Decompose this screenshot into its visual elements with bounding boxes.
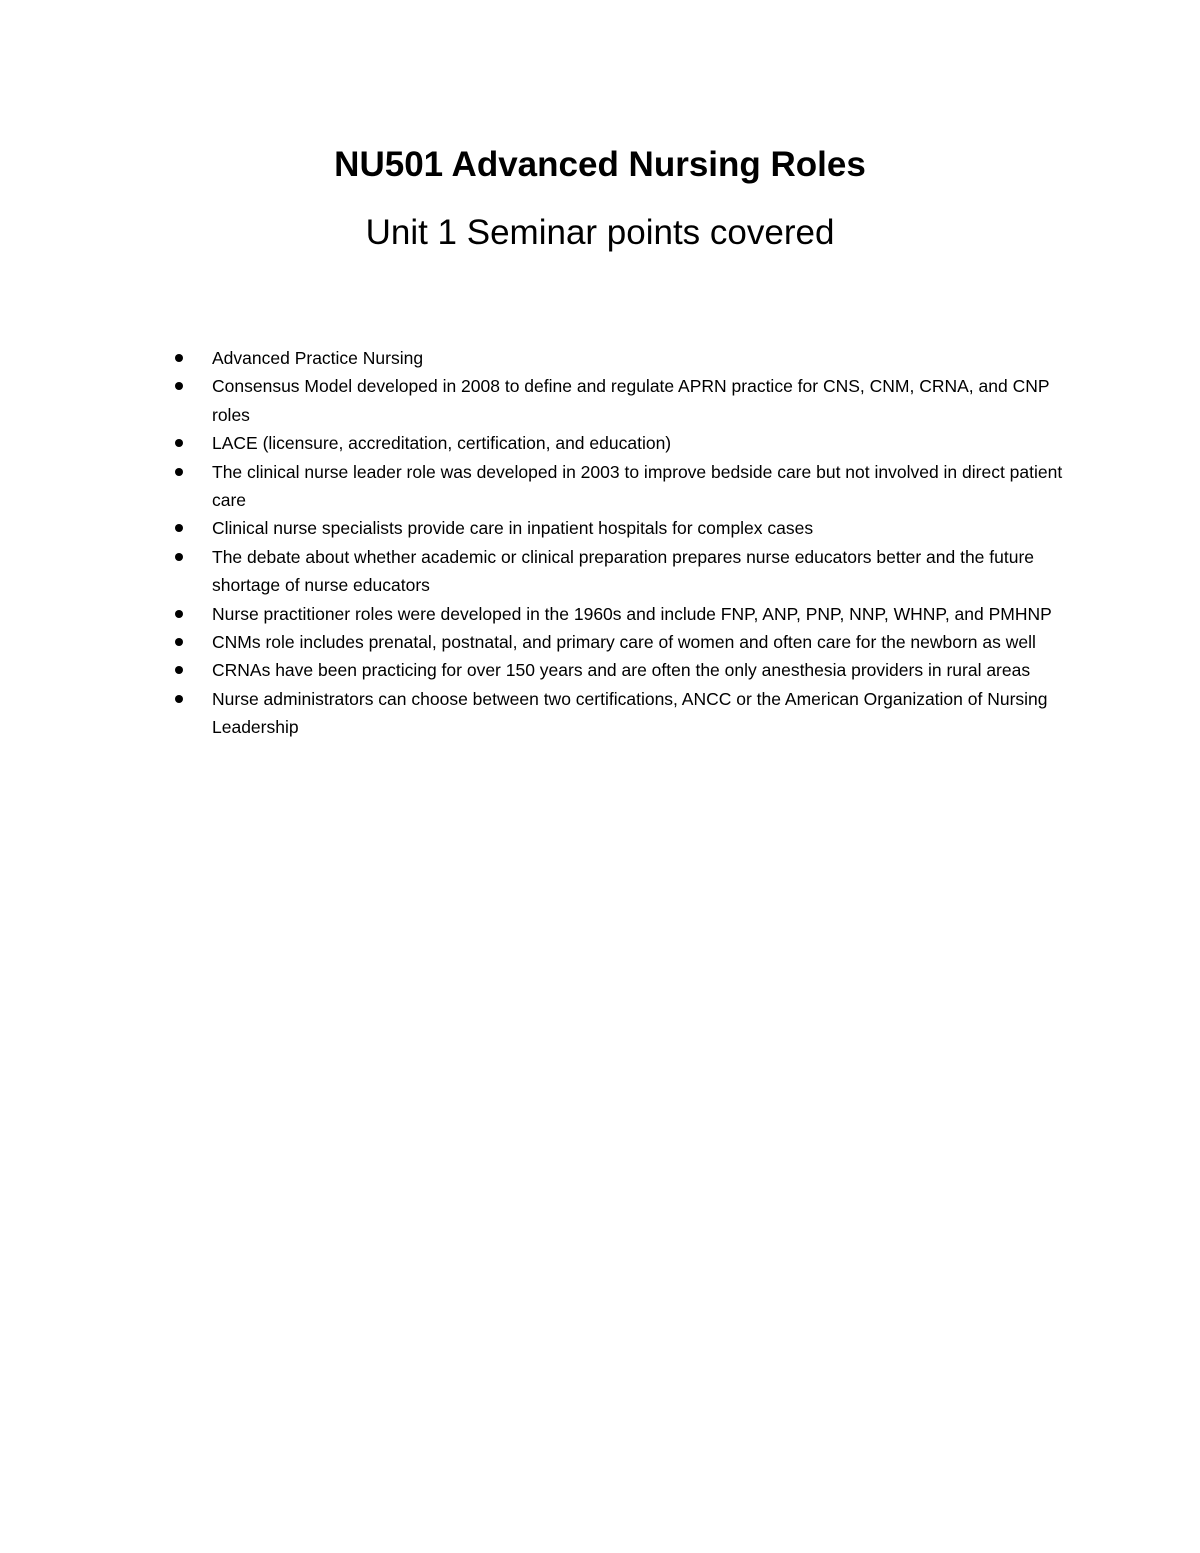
bullet-icon — [175, 638, 183, 646]
list-item — [212, 628, 1072, 656]
list-item-text: CNMs role includes prenatal, postnatal, and primary care of women and often care for the newborn as well — [212, 632, 1036, 653]
bullet-icon — [175, 666, 183, 674]
bullet-icon — [175, 553, 183, 561]
list-item — [212, 429, 1072, 457]
list-item-text: The clinical nurse leader role was developed in 2003 to improve bedside care but not involved in direct patient care — [212, 461, 1063, 511]
list-item — [212, 543, 1072, 600]
list-item-text: Nurse administrators can choose between two certifications, ANCC or the American Organization of Nursing Leadership — [212, 688, 1048, 738]
list-item — [212, 514, 1072, 542]
bullet-icon — [175, 610, 183, 618]
list-item-text: Consensus Model developed in 2008 to define and regulate APRN practice for CNS, CNM, CRNA, and CNP roles — [212, 376, 1050, 425]
list-item-text: Nurse practitioner roles were developed in the 1960s and include FNP, ANP, PNP, NNP, WHNP, and PMHNP — [212, 603, 1052, 624]
bullet-icon — [175, 695, 183, 703]
bullet-list — [212, 344, 1072, 742]
bullet-icon — [175, 354, 183, 362]
bullet-icon — [175, 382, 183, 390]
list-item — [212, 600, 1072, 628]
list-item-text: The debate about whether academic or clinical preparation prepares nurse educators better and the future shortage of nurse educators — [212, 546, 1035, 596]
list-item-text: CRNAs have been practicing for over 150 years and are often the only anesthesia providers in rural areas — [212, 660, 1031, 681]
list-item — [212, 344, 1072, 372]
list-item-text: Clinical nurse specialists provide care in inpatient hospitals for complex cases — [212, 518, 814, 539]
list-item — [212, 685, 1072, 742]
bullet-icon — [175, 439, 183, 447]
list-item-text: Advanced Practice Nursing — [212, 348, 424, 368]
bullet-icon — [175, 524, 183, 532]
list-item — [212, 656, 1072, 684]
list-item — [212, 458, 1072, 515]
list-item-text: LACE (licensure, accreditation, certification, and education) — [212, 433, 672, 454]
bullet-icon — [175, 468, 183, 476]
page-title: NU501 Advanced Nursing Roles — [334, 145, 866, 184]
page-subtitle: Unit 1 Seminar points covered — [365, 213, 835, 252]
list-item — [212, 372, 1072, 429]
